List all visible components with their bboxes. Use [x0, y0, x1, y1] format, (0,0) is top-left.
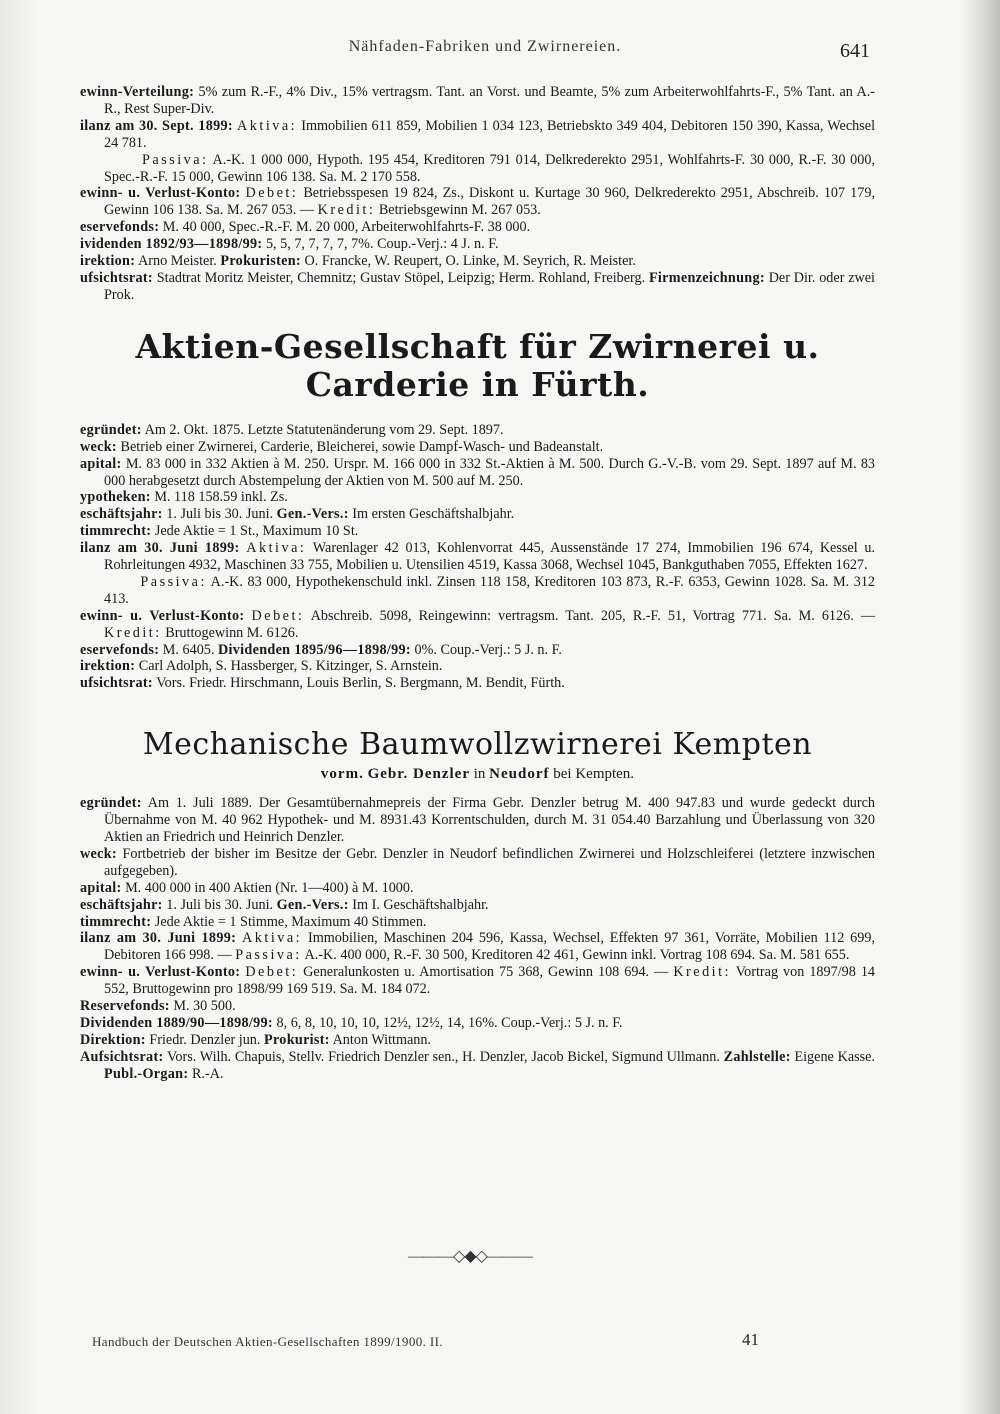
- footer-source: Handbuch der Deutschen Aktien-Gesellschaften 1899/1900. II.: [92, 1334, 444, 1349]
- entry-text: Am 1. Juli 1889. Der Gesamtübernahmepreis der Firma Gebr. Denzler betrug M. 400 947.83 und wurde gedeckt durch Übernahme von M. 40 962 Hypothek- und M. 8931.43 Korrentschulden, durch M. 31 054.40 Barzahlung und Überlassung von 320 Aktien an Friedrich und Heinrich Denzler.: [104, 795, 876, 845]
- bilanz-entry: [80, 118, 875, 186]
- entry-text: M. 40 000, Spec.-R.-F. M. 20 000, Arbeiterwohlfahrts-F. 38 000.: [162, 219, 531, 236]
- entry-text: Generalunkosten u. Amortisation 75 368, Gewinn 108 694. —: [303, 964, 669, 981]
- gewinn-verlust-entry: [80, 964, 875, 998]
- footer-signature: 41: [742, 1330, 759, 1349]
- entry-label: egründet:: [80, 421, 142, 438]
- geschaeftsjahr-entry: [80, 897, 875, 914]
- entry-text: Fortbetrieb der bisher im Besitze der Gebr. Denzler in Neudorf befindlichen Zwirnerei und Holzschleiferei (letztere inzwischen aufgegeben).: [104, 845, 875, 879]
- entry-label: ypotheken:: [80, 489, 151, 506]
- gewinn-verlust-entry: [80, 608, 875, 642]
- entry-text: 8, 6, 8, 10, 10, 10, 12½, 12½, 14, 16%. Coup.-Verj.: 5 J. n. F.: [276, 1014, 623, 1031]
- kapital-entry: [80, 880, 875, 897]
- entry-label: apital:: [80, 879, 122, 896]
- geschaeftsjahr-entry: [80, 506, 875, 523]
- entry-text: Betrieb einer Zwirnerei, Carderie, Bleicherei, sowie Dampf-Wasch- und Badeanstalt.: [120, 438, 604, 455]
- entry-text: Vors. Wilh. Chapuis, Stellv. Friedrich Denzler sen., H. Denzler, Jacob Bickel, Sigmund Ullmann.: [166, 1048, 720, 1065]
- reservefonds-entry: [80, 998, 875, 1015]
- entry-text: 1. Juli bis 30. Juni.: [166, 506, 274, 523]
- entry-text: R.-A.: [191, 1065, 224, 1082]
- entry-label: timmrecht:: [80, 523, 152, 540]
- entry-text: Abschreib. 5098, Reingewinn: vertragsm. Tant. 205, R.-F. 51, Vortrag 771. Sa. M. 6126. —: [310, 607, 876, 624]
- kredit-label: Kredit:: [317, 202, 376, 219]
- direktion-entry: [80, 1032, 875, 1049]
- publ-organ-label: Publ.-Organ:: [104, 1065, 189, 1082]
- entry-text: Eigene Kasse.: [794, 1048, 876, 1065]
- aufsichtsrat-entry: [80, 675, 875, 692]
- kredit-label: Kredit:: [104, 624, 162, 641]
- entry-text: Immobilien 611 859, Mobilien 1 034 123, Betriebskto 349 404, Debitoren 150 390, Kassa, Wechsel 24 781.: [104, 117, 876, 151]
- entry-text: M. 6405.: [162, 641, 215, 658]
- entry-label: irektion:: [80, 253, 136, 270]
- subtitle-rest: bei Kempten.: [553, 766, 635, 783]
- entry-label: egründet:: [80, 795, 142, 812]
- dividenden-label: Dividenden 1895/96—1898/99:: [217, 641, 411, 658]
- stimmrecht-entry: [80, 914, 875, 931]
- entry-label: ewinn-Verteilung:: [80, 84, 195, 100]
- aktiva-label: Aktiva:: [237, 117, 298, 134]
- debet-label: Debet:: [251, 607, 305, 624]
- prokurist-label: Prokurist:: [264, 1031, 330, 1048]
- aufsichtsrat-entry: [80, 270, 875, 304]
- entry-label: ividenden 1892/93—1898/99:: [80, 236, 263, 253]
- gegruendet-entry: [80, 422, 875, 439]
- bilanz-entry: [80, 540, 875, 608]
- entry-label: ewinn- u. Verlust-Konto:: [80, 964, 241, 981]
- entry-label: Reservefonds:: [80, 998, 170, 1015]
- entry-text: Jede Aktie = 1 St., Maximum 10 St.: [154, 523, 359, 540]
- entry-text: Warenlager 42 013, Kohlenvorrat 445, Aussenstände 17 274, Immobilien 196 674, Kessel u. Rohrleitungen 4932, Maschinen 33 755, Mobilien u. Utensilien 4519, Kassa 3068, Wechsel 1045, Bankguthaben 7055, Effekten 1627.: [104, 540, 876, 574]
- entry-text: Anton Wittmann.: [332, 1031, 432, 1048]
- entry-text: Vors. Friedr. Hirschmann, Louis Berlin, S. Bergmann, M. Bendit, Fürth.: [156, 675, 565, 692]
- passiva-label: Passiva:: [235, 947, 302, 964]
- entry-text: Betriebsgewinn M. 267 053.: [378, 202, 541, 219]
- running-head: Nähfaden-Fabriken und Zwirnereien.: [348, 38, 622, 55]
- entry-text: Im I. Geschäftshalbjahr.: [352, 896, 489, 913]
- subtitle-firm: Gebr. Denzler: [367, 766, 470, 783]
- subtitle-place: Neudorf: [489, 766, 550, 783]
- entry-label: ilanz am 30. Sept. 1899:: [80, 117, 233, 134]
- hypotheken-entry: [80, 489, 875, 506]
- entry-text: O. Francke, W. Reupert, O. Linke, M. Seyrich, R. Meister.: [304, 253, 636, 270]
- entry-text: M. 30 500.: [173, 998, 236, 1015]
- entry-text: Friedr. Denzler jun.: [149, 1031, 261, 1048]
- debet-label: Debet:: [245, 185, 299, 202]
- entry-label: weck:: [80, 845, 117, 862]
- passiva-label: Passiva:: [140, 573, 207, 590]
- entry-label: timmrecht:: [80, 913, 152, 930]
- entry-label: eschäftsjahr:: [80, 896, 163, 913]
- dividenden-entry: [80, 236, 875, 253]
- aktiva-label: Aktiva:: [242, 930, 303, 947]
- entry-text: Betriebsspesen 19 824, Zs., Diskont u. Kurtage 30 960, Delkrederekto 2951, Abschreib. 107 179, Gewinn 106 138. Sa. M. 267 053. —: [104, 185, 876, 219]
- dividenden-entry: [80, 1015, 875, 1032]
- entry-text: A.-K. 1 000 000, Hypoth. 195 454, Kreditoren 791 014, Delkrederekto 2951, Wohlfahrts-F. 30 000, R.-F. 30 000, Spec.-R.-F. 15 000, Gewinn 106 138. Sa. M. 2 170 558.: [104, 151, 875, 185]
- entry-text: Vortrag von 1897/98 14 552, Bruttogewinn pro 1898/99 169 519. Sa. M. 184 072.: [104, 964, 876, 998]
- gen-vers-label: Gen.-Vers.:: [276, 896, 349, 913]
- direktion-entry: [80, 658, 875, 675]
- zweck-entry: [80, 439, 875, 456]
- entry-label: ufsichtsrat:: [80, 269, 153, 286]
- company-title-fuerth: Aktien-Gesellschaft für Zwirnerei u. Carderie in Fürth.: [135, 326, 820, 404]
- entry-text: M. 118 158.59 inkl. Zs.: [154, 489, 288, 506]
- gen-vers-label: Gen.-Vers.:: [276, 506, 349, 523]
- entry-text: Carl Adolph, S. Hassberger, S. Kitzinger, S. Arnstein.: [138, 658, 443, 675]
- company-subtitle: [80, 766, 875, 783]
- entry-text: Arno Meister.: [138, 253, 217, 270]
- entry-text: Bruttogewinn M. 6126.: [165, 624, 299, 641]
- subtitle-vorm: vorm.: [320, 766, 364, 783]
- subtitle-in: in: [473, 766, 486, 783]
- entry-label: ilanz am 30. Juni 1899:: [80, 540, 240, 557]
- prokuristen-label: Prokuristen:: [220, 253, 301, 270]
- aufsichtsrat-entry: [80, 1049, 875, 1083]
- entry-text: Am 2. Okt. 1875. Letzte Statutenänderung vom 29. Sept. 1897.: [144, 421, 504, 438]
- section-ornament: ———◇◆◇———: [408, 1248, 532, 1265]
- kapital-entry: [80, 456, 875, 490]
- entry-label: Dividenden 1889/90—1898/99:: [80, 1014, 273, 1031]
- entry-text: Der Dir. oder zwei Prok.: [104, 269, 876, 303]
- entry-text: Immobilien, Maschinen 204 596, Kassa, Wechsel, Effekten 97 361, Vorräte, Mobilien 112 699, Debitoren 166 998. —: [104, 930, 876, 964]
- passiva-label: Passiva:: [141, 151, 209, 168]
- entry-text: Jede Aktie = 1 Stimme, Maximum 40 Stimmen.: [154, 913, 427, 930]
- gewinn-verteilung-entry: [80, 84, 875, 118]
- entry-text: A.-K. 400 000, R.-F. 30 500, Kreditoren 42 461, Gewinn inkl. Vortrag 108 694. Sa. M. 581 655.: [304, 947, 850, 964]
- entry-text: Im ersten Geschäftshalbjahr.: [352, 506, 515, 523]
- stimmrecht-entry: [80, 523, 875, 540]
- entry-text: A.-K. 83 000, Hypothekenschuld inkl. Zinsen 118 158, Kreditoren 103 873, R.-F. 6353, Gewinn 1028. Sa. M. 312 413.: [104, 573, 876, 607]
- entry-label: eschäftsjahr:: [80, 506, 163, 523]
- aktiva-label: Aktiva:: [246, 540, 307, 557]
- company-title-kempten: Mechanische Baumwollzwirnerei Kempten: [142, 727, 813, 763]
- zahlstelle-label: Zahlstelle:: [723, 1048, 791, 1065]
- entry-label: irektion:: [80, 658, 136, 675]
- entry-text: 0%. Coup.-Verj.: 5 J. n. F.: [414, 641, 562, 658]
- entry-label: ewinn- u. Verlust-Konto:: [80, 607, 245, 624]
- entry-label: eservefonds:: [80, 219, 160, 236]
- gewinn-verlust-entry: [80, 185, 875, 219]
- entry-label: ilanz am 30. Juni 1899:: [80, 930, 237, 947]
- entry-text: M. 83 000 in 332 Aktien à M. 250. Urspr. M. 166 000 in 332 St.-Aktien à M. 500. Durch G.-V.-B. vom 29. Sept. 1897 auf M. 83 000 herabgesetzt durch Abstempelung der Aktien von M. 500 auf M. 250.: [104, 455, 876, 489]
- zweck-entry: [80, 846, 875, 880]
- entry-label: ewinn- u. Verlust-Konto:: [80, 185, 241, 202]
- direktion-entry: [80, 253, 875, 270]
- reservefonds-entry: [80, 642, 875, 659]
- firmenzeichnung-label: Firmenzeichnung:: [648, 269, 765, 286]
- entry-label: ufsichtsrat:: [80, 675, 153, 692]
- entry-label: Direktion:: [80, 1031, 146, 1048]
- entry-label: Aufsichtsrat:: [80, 1048, 164, 1065]
- entry-label: apital:: [80, 455, 122, 472]
- page-content: [80, 84, 875, 1083]
- entry-text: 1. Juli bis 30. Juni.: [166, 896, 274, 913]
- entry-text: Stadtrat Moritz Meister, Chemnitz; Gustav Stöpel, Leipzig; Herm. Rohland, Freiberg.: [156, 269, 646, 286]
- entry-text: 5% zum R.-F., 4% Div., 15% vertragsm. Tant. an Vorst. und Beamte, 5% zum Arbeiterwohlfahrts-F., 5% Tant. an A.-R., Rest Super-Div.: [104, 84, 875, 117]
- entry-label: weck:: [80, 438, 117, 455]
- entry-text: M. 400 000 in 400 Aktien (Nr. 1—400) à M. 1000.: [125, 879, 414, 896]
- gegruendet-entry: [80, 795, 875, 846]
- entry-label: eservefonds:: [80, 641, 160, 658]
- bilanz-entry: [80, 930, 875, 964]
- kredit-label: Kredit:: [673, 964, 731, 981]
- entry-text: 5, 5, 7, 7, 7, 7, 7%. Coup.-Verj.: 4 J. n. F.: [265, 236, 499, 253]
- debet-label: Debet:: [245, 964, 299, 981]
- page-number: 641: [840, 40, 870, 62]
- reservefonds-entry: [80, 219, 875, 236]
